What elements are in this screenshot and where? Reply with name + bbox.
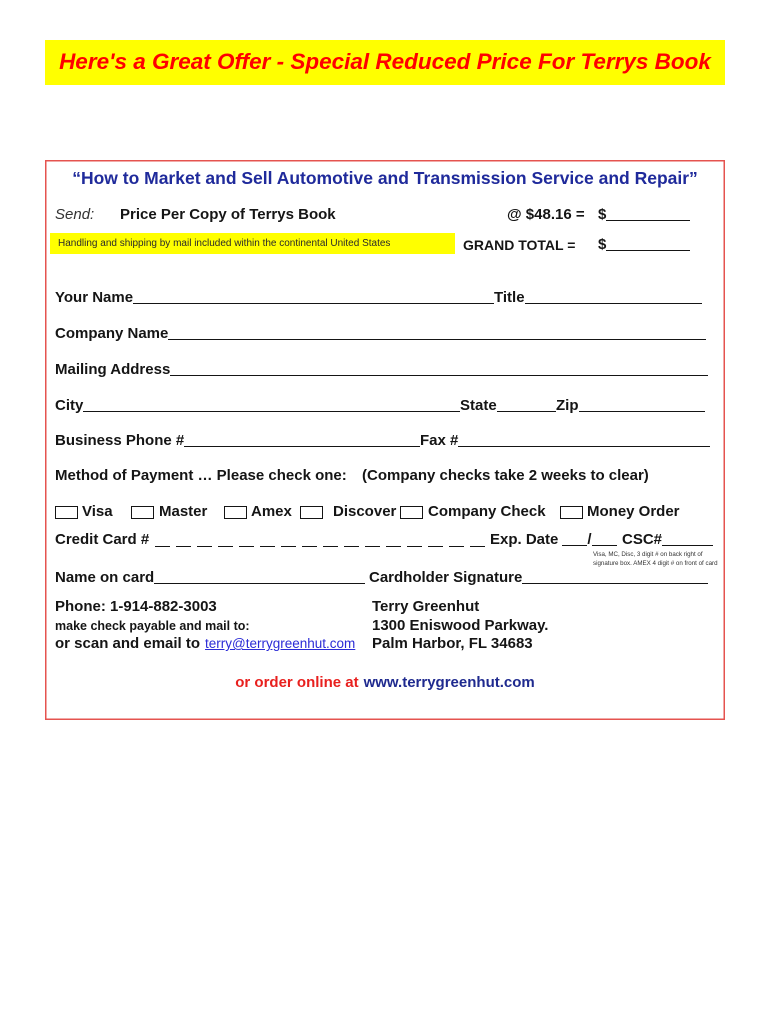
csc-field[interactable] xyxy=(662,545,713,546)
shipping-note: Handling and shipping by mail included within the continental United States xyxy=(58,238,391,249)
website-link[interactable]: www.terrygreenhut.com xyxy=(363,674,535,691)
unit-price: @ $48.16 = xyxy=(507,206,585,223)
send-label: Send: xyxy=(55,206,95,223)
title-label: Title xyxy=(494,289,525,306)
state-group xyxy=(460,397,556,415)
zip-field[interactable] xyxy=(579,411,706,412)
discover-checkbox[interactable] xyxy=(300,506,323,519)
city-field[interactable] xyxy=(83,411,460,412)
grand-total-group xyxy=(598,236,690,254)
payment-method-prompt: Method of Payment … Please check one: xyxy=(55,467,347,484)
your-name-group xyxy=(55,289,494,307)
card-digit-slot[interactable] xyxy=(197,546,212,547)
business-phone-label: Business Phone # xyxy=(55,432,185,449)
amex-checkbox[interactable] xyxy=(224,506,247,519)
shipping-note-highlight xyxy=(50,233,455,254)
zip-group xyxy=(556,397,705,415)
exp-date-label: Exp. Date xyxy=(490,531,559,548)
state-label: State xyxy=(460,397,497,414)
card-digit-slot[interactable] xyxy=(407,546,422,547)
master-option-label: Master xyxy=(159,503,208,520)
card-digit-slot[interactable] xyxy=(449,546,464,547)
company-check-checkbox[interactable] xyxy=(400,506,423,519)
currency-symbol: $ xyxy=(598,206,607,223)
mailing-address-label: Mailing Address xyxy=(55,361,171,378)
fax-group xyxy=(420,432,710,450)
exp-date-separator: / xyxy=(587,531,592,548)
card-digit-slot[interactable] xyxy=(218,546,233,547)
zip-label: Zip xyxy=(556,397,579,414)
name-on-card-label: Name on card xyxy=(55,569,155,586)
csc-group xyxy=(622,531,713,549)
discover-option-label: Discover xyxy=(333,503,397,520)
price-amount-field[interactable] xyxy=(606,220,690,221)
book-title: “How to Market and Sell Automotive and Transmission Service and Repair” xyxy=(72,168,698,188)
name-on-card-field[interactable] xyxy=(154,583,365,584)
mailing-address-group xyxy=(55,361,708,379)
online-order-prefix: or order online at xyxy=(235,674,359,691)
card-digit-slot[interactable] xyxy=(428,546,443,547)
mailing-address-field[interactable] xyxy=(170,375,708,376)
item-label: Price Per Copy of Terrys Book xyxy=(120,206,336,223)
card-digit-slot[interactable] xyxy=(323,546,338,547)
price-amount-group xyxy=(598,206,690,224)
title-field[interactable] xyxy=(525,303,702,304)
cardholder-signature-field[interactable] xyxy=(522,583,708,584)
cardholder-signature-label: Cardholder Signature xyxy=(369,569,523,586)
amex-option-label: Amex xyxy=(251,503,292,520)
card-digit-slot[interactable] xyxy=(365,546,380,547)
money-order-option-label: Money Order xyxy=(587,503,680,520)
card-digit-slot[interactable] xyxy=(176,546,191,547)
online-order-line xyxy=(45,674,725,692)
currency-symbol: $ xyxy=(598,236,607,253)
exp-year-field[interactable] xyxy=(592,545,617,546)
city-group xyxy=(55,397,460,415)
csc-help-note: Visa, MC, Disc, 3 digit # on back right of signature box. AMEX 4 digit # on front of card xyxy=(593,550,718,567)
your-name-label: Your Name xyxy=(55,289,134,306)
mailing-name: Terry Greenhut xyxy=(372,598,480,615)
title-group xyxy=(494,289,702,307)
mail-instruction: make check payable and mail to: xyxy=(55,618,250,633)
fax-field[interactable] xyxy=(458,446,710,447)
card-digit-slot[interactable] xyxy=(239,546,254,547)
company-name-field[interactable] xyxy=(168,339,706,340)
credit-card-number-field[interactable] xyxy=(155,531,485,549)
card-digit-slot[interactable] xyxy=(470,546,485,547)
master-checkbox[interactable] xyxy=(131,506,154,519)
order-form xyxy=(45,160,725,720)
state-field[interactable] xyxy=(497,411,556,412)
exp-date-group xyxy=(562,531,617,549)
business-phone-group xyxy=(55,432,420,450)
company-name-label: Company Name xyxy=(55,325,169,342)
card-digit-slot[interactable] xyxy=(344,546,359,547)
your-name-field[interactable] xyxy=(133,303,494,304)
company-check-option-label: Company Check xyxy=(428,503,546,520)
payment-method-note: (Company checks take 2 weeks to clear) xyxy=(362,467,649,484)
card-digit-slot[interactable] xyxy=(155,546,170,547)
phone-number: Phone: 1-914-882-3003 xyxy=(55,598,217,615)
grand-total-field[interactable] xyxy=(606,250,690,251)
card-digit-slot[interactable] xyxy=(260,546,275,547)
credit-card-label: Credit Card # xyxy=(55,531,150,548)
mailing-street: 1300 Eniswood Parkway. xyxy=(372,617,549,634)
card-digit-slot[interactable] xyxy=(386,546,401,547)
fax-label: Fax # xyxy=(420,432,459,449)
city-label: City xyxy=(55,397,84,414)
money-order-checkbox[interactable] xyxy=(560,506,583,519)
grand-total-label: GRAND TOTAL = xyxy=(463,237,576,253)
offer-headline: Here's a Great Offer - Special Reduced Price For Terrys Book xyxy=(59,49,711,74)
cardholder-signature-group xyxy=(369,569,708,587)
offer-banner xyxy=(45,40,725,85)
card-digit-slot[interactable] xyxy=(281,546,296,547)
visa-option-label: Visa xyxy=(82,503,113,520)
exp-month-field[interactable] xyxy=(562,545,587,546)
company-name-group xyxy=(55,325,706,343)
card-digit-slot[interactable] xyxy=(302,546,317,547)
csc-label: CSC# xyxy=(622,531,663,548)
name-on-card-group xyxy=(55,569,365,587)
business-phone-field[interactable] xyxy=(184,446,420,447)
visa-checkbox[interactable] xyxy=(55,506,78,519)
email-link[interactable]: terry@terrygreenhut.com xyxy=(205,636,356,651)
email-row xyxy=(55,635,355,653)
mailing-city: Palm Harbor, FL 34683 xyxy=(372,635,533,652)
email-prefix: or scan and email to xyxy=(55,635,201,652)
